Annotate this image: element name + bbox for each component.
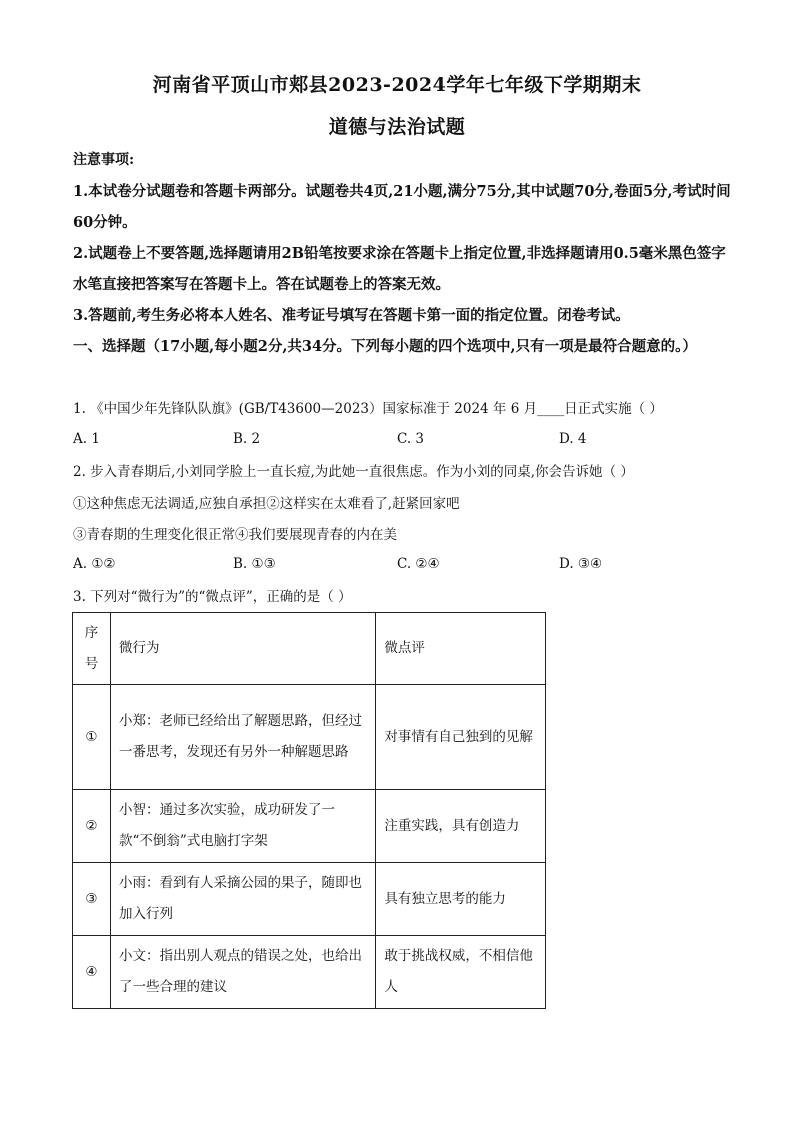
row-number: ② — [73, 790, 111, 863]
header-cell-comment: 微点评 — [376, 613, 546, 685]
q1-option-c: C. 3 — [397, 431, 425, 447]
q2-option-a: A. ①② — [73, 556, 116, 572]
table-header-row — [73, 613, 546, 685]
row-comment: 敢于挑战权威，不相信他人 — [376, 936, 546, 1009]
row-number: ④ — [73, 936, 111, 1009]
question-2-stem: 2. 步入青春期后,小刘同学脸上一直长痘,为此她一直很焦虑。作为小刘的同桌,你会告诉她（ ） — [73, 464, 634, 480]
exam-subtitle: 道德与法治试题 — [328, 116, 466, 138]
note-item-2: 2.试题卷上不要答题,选择题请用2B铅笔按要求涂在答题卡上指定位置,非选择题请用0.5毫米黑色签字水笔直接把答案写在答题卡上。答在试题卷上的答案无效。 — [73, 245, 726, 293]
table-row — [73, 863, 546, 936]
q1-option-b: B. 2 — [233, 431, 261, 447]
notes-heading: 注意事项: — [73, 152, 135, 168]
question-3-stem: 3. 下列对“微行为”的“微点评”，正确的是（ ） — [73, 589, 352, 605]
row-number: ① — [73, 685, 111, 790]
section-heading: 一、选择题（17小题,每小题2分,共34分。下列每小题的四个选项中,只有一项是最符合题意的。） — [73, 338, 697, 355]
q2-option-b: B. ①③ — [233, 556, 276, 572]
q2-option-d: D. ③④ — [559, 556, 603, 572]
header-cell-behavior: 微行为 — [110, 613, 375, 685]
note-item-1: 1.本试卷分试题卷和答题卡两部分。试题卷共4页,21小题,满分75分,其中试题70分,卷面5分,考试时间60分钟。 — [73, 183, 731, 231]
row-comment: 具有独立思考的能力 — [376, 863, 546, 936]
row-comment: 注重实践，具有创造力 — [376, 790, 546, 863]
note-item-3: 3.答题前,考生务必将本人姓名、准考证号填写在答题卡第一面的指定位置。闭卷考试。 — [73, 307, 630, 324]
q1-option-a: A. 1 — [73, 431, 100, 447]
row-behavior: 小雨：看到有人采摘公园的果子，随即也加入行列 — [110, 863, 375, 936]
row-behavior: 小郑：老师已经给出了解题思路，但经过一番思考，发现还有另外一种解题思路 — [110, 685, 375, 790]
row-number: ③ — [73, 863, 111, 936]
evaluation-table — [72, 612, 546, 1009]
table-row — [73, 790, 546, 863]
question-2-line-1: ①这种焦虑无法调适,应独自承担②这样实在太难看了,赶紧回家吧 — [73, 496, 460, 512]
row-comment: 对事情有自己独到的见解 — [376, 685, 546, 790]
question-1-stem: 1. 《中国少年先锋队队旗》(GB/T43600—2023）国家标准于 2024 年 6 月____日正式实施（ ） — [73, 401, 663, 417]
exam-title: 河南省平顶山市郏县2023-2024学年七年级下学期期末 — [152, 74, 642, 96]
table-row — [73, 685, 546, 790]
question-2-line-2: ③青春期的生理变化很正常④我们要展现青春的内在美 — [73, 527, 397, 543]
row-behavior: 小文：指出别人观点的错误之处，也给出了一些合理的建议 — [110, 936, 375, 1009]
q1-option-d: D. 4 — [559, 431, 587, 447]
table-row — [73, 936, 546, 1009]
header-cell-number: 序号 — [73, 613, 111, 685]
q2-option-c: C. ②④ — [397, 556, 440, 572]
row-behavior: 小智：通过多次实验，成功研发了一款“不倒翁”式电脑打字架 — [110, 790, 375, 863]
